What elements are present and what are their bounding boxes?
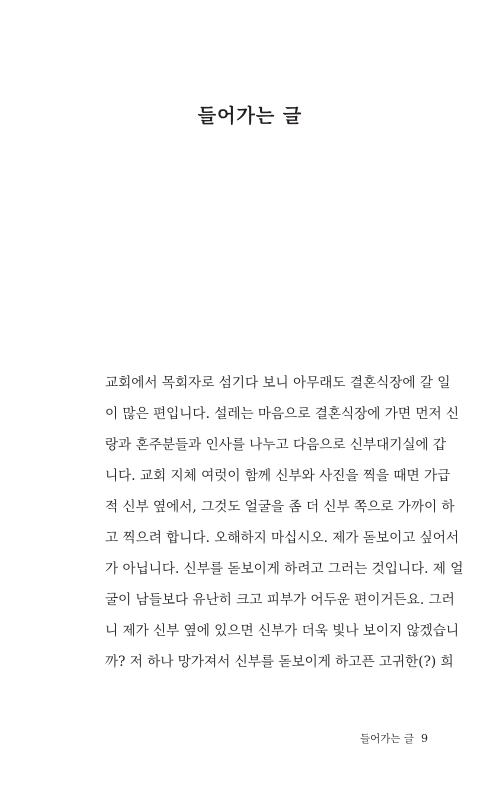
body-line: 랑과 혼주분들과 인사를 나누고 다음으로 신부대기실에 갑	[105, 437, 447, 453]
running-footer-title: 들어가는 글	[359, 733, 414, 745]
running-footer	[360, 731, 428, 746]
body-line: 니다. 교회 지체 여럿이 함께 신부와 사진을 찍을 때면 가급	[105, 468, 451, 484]
body-line: 적 신부 옆에서, 그것도 얼굴을 좀 더 신부 쪽으로 가까이 하	[105, 499, 455, 515]
body-line: 교회에서 목회자로 섬기다 보니 아무래도 결혼식장에 갈 일	[105, 375, 451, 391]
body-line: 이 많은 편입니다. 설레는 마음으로 결혼식장에 가면 먼저 신	[105, 406, 460, 422]
body-paragraph	[105, 368, 464, 678]
page-number: 9	[421, 732, 428, 745]
body-line: 니 제가 신부 옆에 있으면 신부가 더욱 빛나 보이지 않겠습니	[105, 623, 460, 639]
chapter-title: 들어가는 글	[197, 104, 303, 127]
body-line: 고 찍으려 합니다. 오해하지 마십시오. 제가 돋보이고 싶어서	[105, 530, 460, 546]
body-line: 가 아닙니다. 신부를 돋보이게 하려고 그러는 것입니다. 제 얼	[105, 561, 464, 577]
body-line: 까? 저 하나 망가져서 신부를 돋보이게 하고픈 고귀한(?) 희	[105, 654, 454, 670]
body-line: 굴이 남들보다 유난히 크고 피부가 어두운 편이거든요. 그러	[105, 592, 455, 608]
